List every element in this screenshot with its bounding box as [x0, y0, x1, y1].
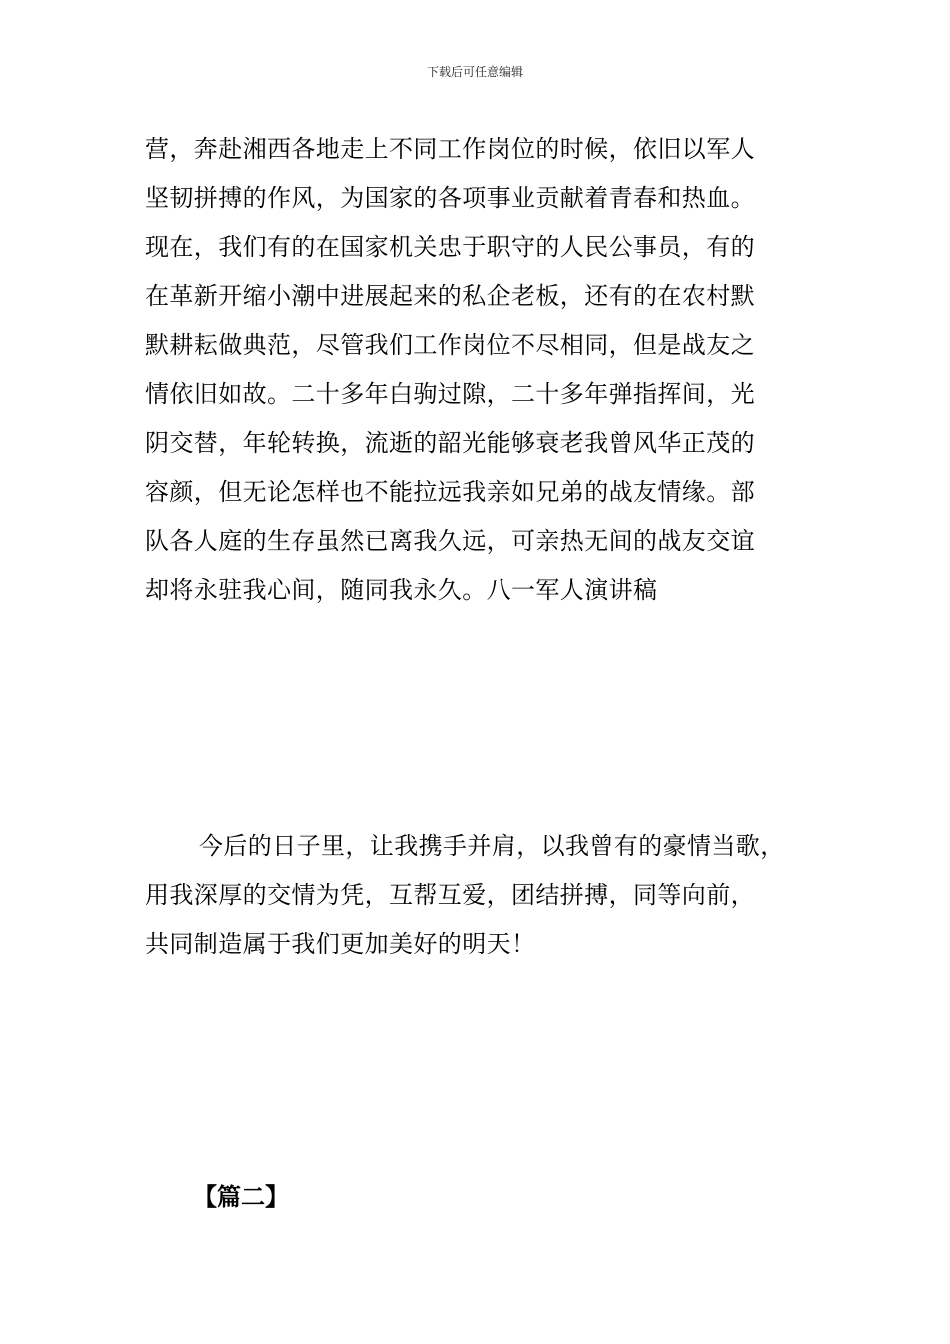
text-line: 今后的日子里，让我携手并肩，以我曾有的豪情当歌，	[199, 832, 785, 860]
text-line: 却将永驻我心间，随同我永久。八一军人演讲稿	[145, 576, 658, 604]
text-line: 容颜，但无论怎样也不能拉远我亲如兄弟的战友情缘。部	[145, 478, 755, 506]
paragraph-continuation	[145, 125, 825, 615]
text-line: 情依旧如故。二十多年白驹过隙，二十多年弹指挥间，光	[145, 380, 755, 408]
text-line: 用我深厚的交情为凭，互帮互爱，团结拼搏，同等向前，	[145, 881, 755, 909]
section-heading: 【篇二】	[193, 1182, 289, 1211]
page-header: 下载后可任意编辑	[426, 65, 523, 79]
text-line: 在革新开缩小潮中进展起来的私企老板，还有的在农村默	[145, 282, 755, 310]
text-line: 现在，我们有的在国家机关忠于职守的人民公事员，有的	[145, 233, 755, 261]
text-line: 共同制造属于我们更加美好的明天！	[145, 930, 536, 958]
text-line: 默耕耘做典范，尽管我们工作岗位不尽相同，但是战友之	[145, 331, 755, 359]
text-line: 营，奔赴湘西各地走上不同工作岗位的时候，依旧以军人	[145, 135, 755, 163]
text-line: 阴交替，年轮转换，流逝的韶光能够衰老我曾风华正茂的	[145, 429, 755, 457]
text-line: 坚韧拼搏的作风，为国家的各项事业贡献着青春和热血。	[145, 184, 755, 212]
text-line: 队各人庭的生存虽然已离我久远，可亲热无间的战友交谊	[145, 527, 755, 555]
closing-paragraph	[145, 822, 825, 969]
